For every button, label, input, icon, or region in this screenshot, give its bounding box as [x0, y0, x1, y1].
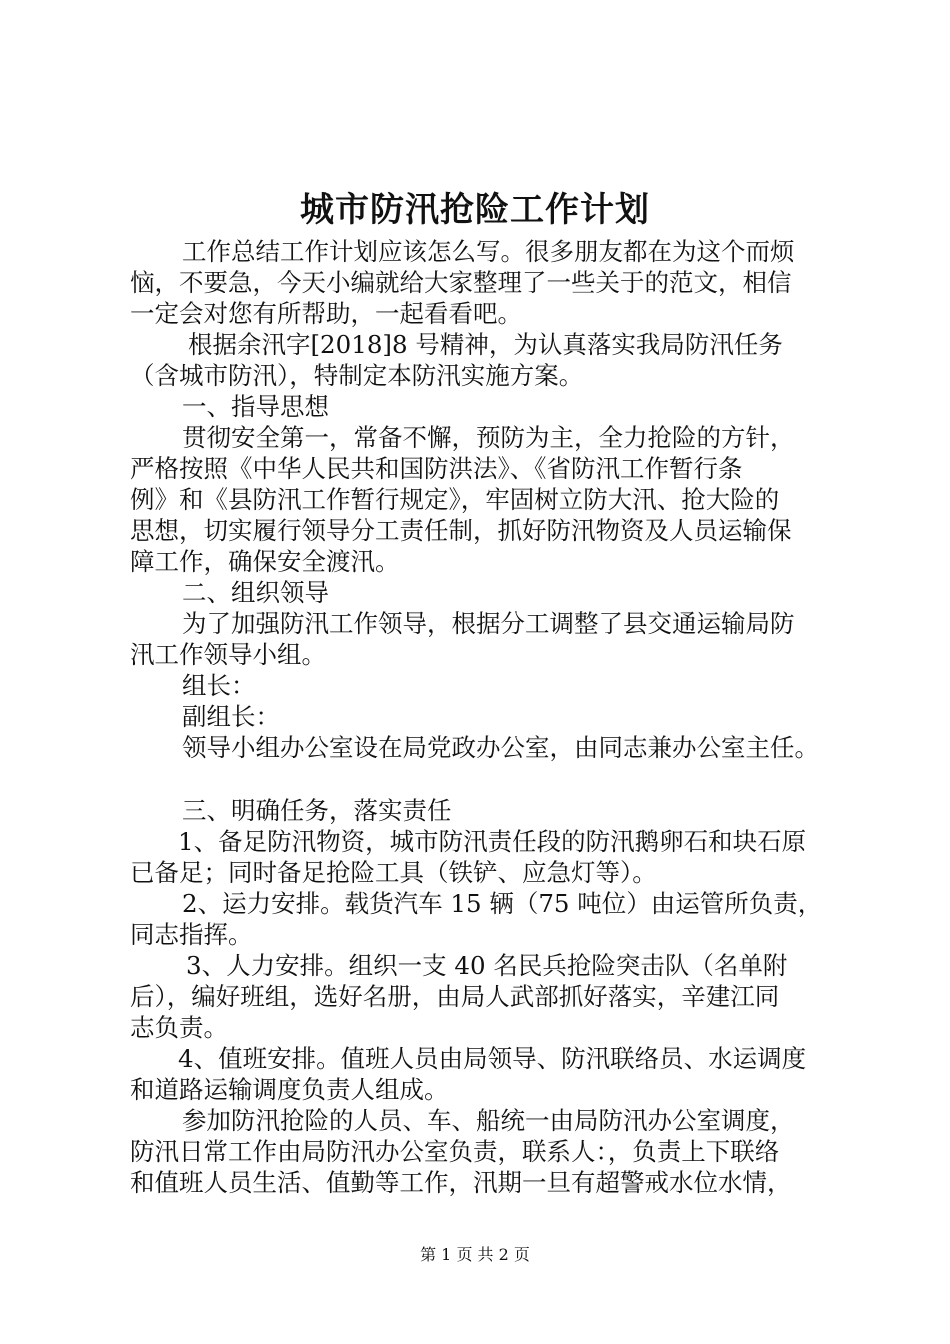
body-line: 障工作，确保安全渡汛。 [130, 547, 400, 576]
body-line: 严格按照《中华人民共和国防洪法》、《省防汛工作暂行条 [130, 454, 743, 483]
page-footer: 第 1 页 共 2 页 [420, 1245, 530, 1264]
body-line: 和值班人员生活、值勤等工作，汛期一旦有超警戒水位水情， [130, 1168, 792, 1197]
body-line: 防汛日常工作由局防汛办公室负责，联系人：，负责上下联络 [130, 1137, 780, 1166]
body-line: 思想，切实履行领导分工责任制，抓好防汛物资及人员运输保 [130, 516, 792, 545]
body-line: 和道路运输调度负责人组成。 [130, 1075, 449, 1104]
section-heading: 二、组织领导 [182, 578, 329, 607]
body-line: 副组长： [182, 702, 280, 731]
body-line: 例》和《县防汛工作暂行规定》，牢固树立防大汛、抢大险的 [130, 485, 780, 514]
body-line: （含城市防汛），特制定本防汛实施方案。 [130, 361, 584, 390]
section-heading: 三、明确任务，落实责任 [182, 796, 452, 825]
body-line: 贯彻安全第一，常备不懈，预防为主，全力抢险的方针， [182, 423, 795, 452]
body-line: 汛工作领导小组。 [130, 640, 326, 669]
body-line: 参加防汛抢险的人员、车、船统一由局防汛办公室调度， [182, 1106, 795, 1135]
body-line: 领导小组办公室设在局党政办公室，由同志兼办公室主任。 [182, 733, 819, 762]
body-line: 1、备足防汛物资，城市防汛责任段的防汛鹅卵石和块石原 [178, 827, 807, 856]
document-title: 城市防汛抢险工作计划 [300, 190, 650, 230]
body-line: 根据余汛字[2018]8 号精神，为认真落实我局防汛任务 [188, 330, 783, 359]
body-line: 3、人力安排。组织一支 40 名民兵抢险突击队（名单附 [186, 951, 788, 980]
body-line: 为了加强防汛工作领导，根据分工调整了县交通运输局防 [182, 609, 795, 638]
body-line: 后），编好班组，选好名册，由局人武部抓好落实，辛建江同 [130, 982, 780, 1011]
body-line: 2、运力安排。载货汽车 15 辆（75 吨位）由运管所负责， [182, 889, 823, 918]
body-line: 已备足；同时备足抢险工具（铁铲、应急灯等）。 [130, 858, 657, 887]
body-line: 工作总结工作计划应该怎么写。很多朋友都在为这个而烦 [182, 237, 795, 266]
body-line: 恼，不要急，今天小编就给大家整理了一些关于的范文，相信 [130, 268, 792, 297]
section-heading: 一、指导思想 [182, 392, 329, 421]
body-line: 同志指挥。 [130, 920, 253, 949]
body-line: 组长： [182, 671, 256, 700]
body-line: 志负责。 [130, 1013, 228, 1042]
body-line: 一定会对您有所帮助，一起看看吧。 [130, 299, 522, 328]
body-line: 4、值班安排。值班人员由局领导、防汛联络员、水运调度 [178, 1044, 807, 1073]
